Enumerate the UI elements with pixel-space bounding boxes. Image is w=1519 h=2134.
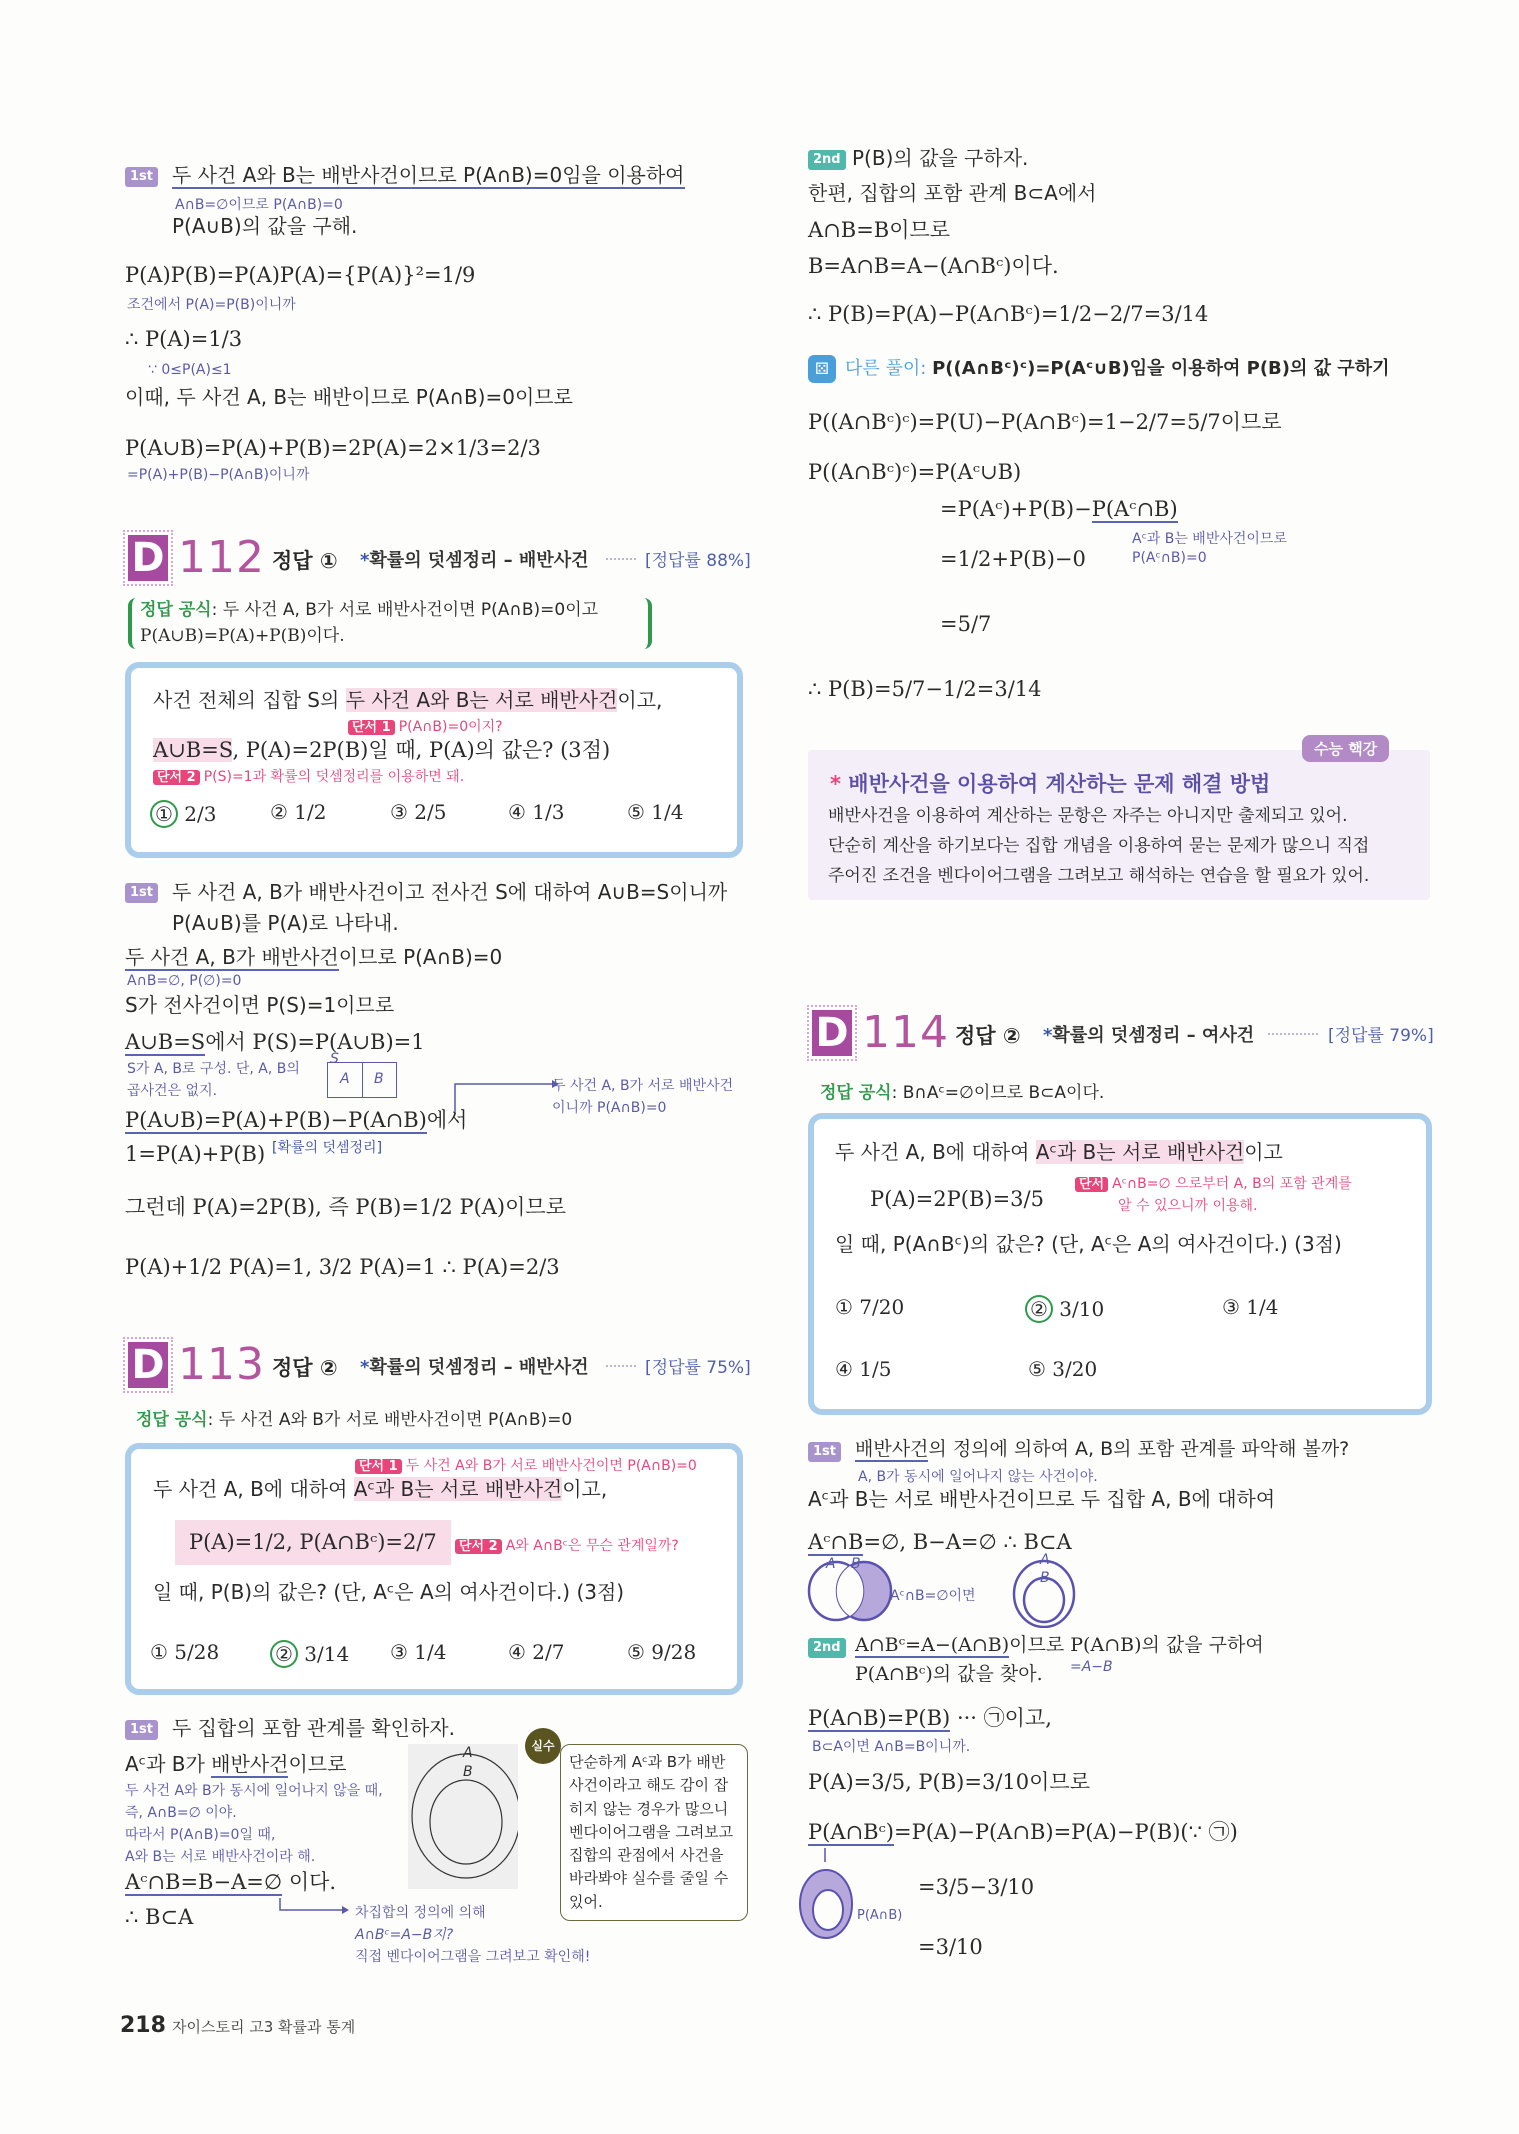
choice-2[interactable] (1025, 1295, 1104, 1323)
question-condition: P(A)=1/2, P(A∩Bᶜ)=2/7 (175, 1520, 451, 1565)
equation: ∴ P(B)=5/7−1/2=3/14 (808, 677, 1042, 701)
hint-text: P(A∩B)=0이지? (398, 719, 503, 735)
topic-label (1043, 1021, 1254, 1047)
equation (125, 1030, 425, 1055)
annotation: A와 B는 서로 배반사건이라 해. (125, 1849, 316, 1865)
answer-formula (128, 1405, 580, 1430)
alt-solution-title: P((A∩Bᶜ)ᶜ)=P(Aᶜ∪B)임을 이용하여 P(B)의 값 구하기 (932, 358, 1390, 379)
text-line: Aᶜ과 B는 서로 배반사건이므로 두 집합 A, B에 대하여 (808, 1487, 1276, 1511)
choice-number: ① (150, 800, 178, 828)
venn-label: B (463, 1764, 473, 1780)
equation: P(A∪B)=P(A)+P(B)=2P(A)=2×1/3=2/3 (125, 436, 541, 460)
equation: =3/10 (918, 1935, 983, 1959)
choice-number: ⑤ (627, 800, 645, 824)
annotation: 두 사건 A, B가 서로 배반사건 (552, 1078, 734, 1094)
hint-badge: 단서 (1075, 1177, 1108, 1192)
equation (808, 1820, 1238, 1845)
choice-number: ① (835, 1295, 853, 1319)
formula-label: 정답 공식 (820, 1083, 892, 1103)
choice-number: ④ (835, 1357, 853, 1381)
choice-number: ⑤ (627, 1640, 645, 1664)
underlined-text: 두 사건 A, B가 배반사건 (125, 945, 339, 969)
formula-label: 정답 공식 (140, 600, 212, 620)
question-text: 두 사건 A, B에 대하여 (153, 1477, 354, 1501)
step-badge-1st: 1st (125, 1720, 158, 1740)
equation-text: 이므로 P(A∩B)=0 (338, 945, 503, 969)
hint (1075, 1173, 1352, 1193)
question-line (153, 738, 610, 763)
hint (355, 1455, 697, 1475)
choice-number: ③ (1222, 1295, 1240, 1319)
correct-rate: [정답률 88%] (645, 551, 751, 571)
topic-label (360, 546, 589, 572)
page-number: 218 (120, 2013, 166, 2038)
choice-3[interactable] (390, 1640, 446, 1664)
annotation: P(Aᶜ∩B)=0 (1132, 550, 1207, 566)
choice-number: ① (150, 1640, 168, 1664)
equation: S가 전사건이면 P(S)=1이므로 (125, 993, 395, 1017)
star-icon: * (360, 550, 370, 571)
donut-diagram (798, 1848, 860, 1943)
hint-text: A와 A∩Bᶜ은 무슨 관계일까? (505, 1538, 679, 1554)
equation: P((A∩Bᶜ)ᶜ)=P(U)−P(A∩Bᶜ)=1−2/7=5/7이므로 (808, 410, 1282, 434)
problem-number: 112 (178, 532, 265, 583)
hint-text: 두 사건 A와 B가 서로 배반사건이면 P(A∩B)=0 (405, 1458, 697, 1474)
problem-letter-badge: D (128, 535, 168, 581)
choice-number: ④ (508, 800, 526, 824)
annotation: 즉, A∩B=∅ 이야. (125, 1805, 237, 1821)
step-text: P(A∩Bᶜ)의 값을 찾아. (855, 1663, 1043, 1685)
equation: P((A∩Bᶜ)ᶜ)=P(Aᶜ∪B) (808, 460, 1022, 484)
equation: A∩B=B이므로 (808, 218, 951, 242)
step-text-line: 이므로 P(A∩B)의 값을 구하여 (1009, 1634, 1264, 1656)
annotation: 따라서 P(A∩B)=0일 때, (125, 1827, 276, 1843)
step-text-line: 두 사건 A와 B는 배반사건이므로 P(A∩B)=0임을 이용하여 (172, 163, 685, 187)
equation (125, 945, 502, 969)
venn-label: B (1040, 1570, 1050, 1586)
annotation: B⊂A이면 A∩B=B이니까. (812, 1739, 971, 1755)
dice-icon: ⚄ (808, 355, 836, 383)
step-text (855, 1438, 1349, 1461)
hint (153, 766, 464, 786)
tip-line: 배반사건을 이용하여 계산하는 문항은 자주는 아니지만 출제되고 있어. (828, 806, 1348, 826)
question-line: 일 때, P(A∩Bᶜ)의 값은? (단, Aᶜ은 A의 여사건이다.) (3점) (835, 1232, 1342, 1256)
equation-text: 에서 P(S)=P(A∪B)=1 (205, 1030, 425, 1054)
answer-label: 정답 ② (955, 1024, 1021, 1048)
question-text: 두 사건 A, B에 대하여 (835, 1140, 1036, 1164)
hint (455, 1535, 679, 1555)
underlined-text: P(A∩Bᶜ) (808, 1820, 894, 1844)
underlined-text: A∩Bᶜ=A−(A∩B) (855, 1634, 1010, 1656)
question-text: , P(A)=2P(B)일 때, P(A)의 값은? (3점) (232, 738, 611, 762)
highlight-text: Aᶜ과 B는 서로 배반사건 (353, 1477, 563, 1501)
annotation: 곱사건은 없지. (127, 1083, 218, 1099)
problem-letter-badge: D (812, 1010, 852, 1056)
formula-text: : B∩Aᶜ=∅이므로 B⊂A이다. (891, 1083, 1105, 1103)
underlined-text: A∪B=S (125, 1030, 206, 1054)
mistake-tip: 단순하게 Aᶜ과 B가 배반사건이라고 해도 감이 잡히지 않는 경우가 많으니 벤다이어그램을 그려보고 집합의 관점에서 사건을 바라봐야 실수를 줄일 수 있어. (560, 1744, 748, 1921)
hint-text: P(S)=1과 확률의 덧셈정리를 이용하면 돼. (203, 769, 465, 785)
underlined-text: P(Aᶜ∩B) (1091, 497, 1178, 521)
equation: ∴ P(B)=P(A)−P(A∩Bᶜ)=1/2−2/7=3/14 (808, 302, 1209, 326)
annotation: ∵ 0≤P(A)≤1 (148, 362, 232, 378)
question-line: 일 때, P(B)의 값은? (단, Aᶜ은 A의 여사건이다.) (3점) (153, 1580, 625, 1604)
equation-text: 에서 (426, 1108, 468, 1132)
question-line (153, 688, 662, 712)
equation-text: =P(A)−P(A∩B)=P(A)−P(B)(∵ ㉠) (893, 1820, 1238, 1844)
choice-value: 1/4 (414, 1640, 447, 1664)
donut-label: P(A∩B) (857, 1908, 903, 1923)
venn-label: B (374, 1071, 384, 1087)
underlined-text: P(A∪B)=P(A)+P(B)−P(A∩B) (125, 1108, 427, 1132)
choice-number: ④ (508, 1640, 526, 1664)
equation: P(A)=3/5, P(B)=3/10이므로 (808, 1770, 1090, 1794)
question-line (153, 1477, 607, 1501)
step-badge-2nd: 2nd (808, 150, 846, 170)
highlight-text: Aᶜ과 B는 서로 배반사건 (1035, 1140, 1245, 1164)
question-text: 이고, (562, 1477, 608, 1501)
choice-5[interactable] (627, 800, 683, 824)
topic-label (360, 1353, 589, 1379)
step-badge-1st: 1st (125, 883, 158, 903)
choice-2[interactable] (270, 800, 326, 824)
annotation: A∩Bᶜ=A−B지? (355, 1927, 454, 1943)
alt-solution-label: 다른 풀이: (845, 358, 927, 379)
venn-label: A (826, 1556, 836, 1572)
problem-letter-badge: D (128, 1342, 168, 1388)
problem-number: 114 (862, 1007, 949, 1058)
choice-value: 1/4 (1246, 1295, 1279, 1319)
text: Aᶜ과 B가 (125, 1752, 212, 1776)
choice-value: 5/28 (174, 1640, 220, 1664)
topic-text: 확률의 덧셈정리 – 여사건 (1052, 1025, 1255, 1046)
equation: ∴ B⊂A (125, 1905, 194, 1929)
theorem-tag: [확률의 덧셈정리] (272, 1140, 383, 1156)
annotation: 조건에서 P(A)=P(B)이니까 (127, 297, 296, 313)
formula-text: : 두 사건 A, B가 서로 배반사건이면 P(A∩B)=0이고 (211, 600, 599, 620)
choice-value: 9/28 (651, 1640, 697, 1664)
equation: 그런데 P(A)=2P(B), 즉 P(B)=1/2 P(A)이므로 (125, 1195, 566, 1219)
choice-number: ③ (390, 1640, 408, 1664)
step-badge-1st: 1st (125, 167, 158, 187)
correct-rate: [정답률 75%] (645, 1358, 751, 1378)
annotation: A∩B=∅, P(∅)=0 (127, 973, 242, 989)
hint-text: Aᶜ∩B=∅ 으로부터 A, B의 포함 관계를 (1112, 1176, 1352, 1192)
annotation: Aᶜ∩B=∅이면 (890, 1588, 976, 1604)
alt-solution-heading (845, 358, 1389, 380)
choice-4[interactable] (508, 1640, 564, 1664)
annotation: A∩B=∅이므로 P(A∩B)=0 (175, 197, 343, 213)
annotation: S가 A, B로 구성. 단, A, B의 (127, 1061, 300, 1077)
star-icon: * (1043, 1025, 1053, 1046)
choice-5[interactable] (627, 1640, 696, 1664)
equation (125, 1108, 467, 1133)
choice-4[interactable] (508, 800, 564, 824)
equation: =3/5−3/10 (918, 1875, 1035, 1899)
underlined-text: 배반사건 (211, 1752, 289, 1776)
choice-number: ② (1025, 1295, 1053, 1323)
star-icon: * (830, 772, 841, 796)
underlined-text: P(A∩B)=P(B) (808, 1706, 951, 1730)
choice-number: ⑤ (1028, 1357, 1046, 1381)
answer-formula (128, 598, 652, 649)
step-text (855, 1634, 1264, 1657)
equation: =1/2+P(B)−0 (940, 547, 1086, 571)
topic-text: 확률의 덧셈정리 – 배반사건 (369, 1357, 589, 1378)
text-line: 한편, 집합의 포함 관계 B⊂A에서 (808, 181, 1097, 205)
underlined-text: Aᶜ∩B (808, 1530, 864, 1554)
formula-text: : 두 사건 A와 B가 서로 배반사건이면 P(A∩B)=0 (207, 1410, 573, 1430)
highlight-text: A∪B=S (153, 738, 233, 762)
choice-value: 1/5 (859, 1357, 892, 1381)
annotation: 두 사건 A와 B가 동시에 일어나지 않을 때, (125, 1783, 383, 1799)
equation-text: 이다. (282, 1870, 337, 1894)
venn-label: A (1040, 1552, 1050, 1568)
hint (348, 716, 503, 736)
highlight-text: 두 사건 A와 B는 서로 배반사건 (345, 688, 618, 712)
choice-value: 1/3 (532, 800, 565, 824)
choice-value: 2/7 (532, 1640, 565, 1664)
venn-label: S (330, 1051, 339, 1067)
question-text: 이고 (1244, 1140, 1283, 1164)
question-condition: P(A)=2P(B)=3/5 (870, 1187, 1044, 1211)
step-text: 두 집합의 포함 관계를 확인하자. (172, 1716, 455, 1740)
star-icon: * (360, 1357, 370, 1378)
answer-label: 정답 ② (272, 1356, 338, 1380)
topic-text: 확률의 덧셈정리 – 배반사건 (369, 550, 589, 571)
choice-value: 1/2 (294, 800, 327, 824)
choice-1[interactable] (150, 1640, 219, 1664)
answer-formula (812, 1078, 1112, 1103)
tip-badge: 수능 핵강 (1302, 735, 1389, 762)
step-badge-1st: 1st (808, 1442, 841, 1462)
mistake-badge-icon: 실수 (525, 1728, 561, 1764)
leader-dots (606, 558, 636, 560)
question-line (835, 1140, 1283, 1164)
choice-1[interactable] (150, 800, 216, 828)
choice-value: 7/20 (859, 1295, 905, 1319)
equation (125, 1870, 336, 1895)
choice-2[interactable] (270, 1640, 349, 1668)
step-text: P(A∪B)를 P(A)로 나타내. (172, 911, 399, 935)
text-line (125, 1752, 346, 1776)
annotation: 차집합의 정의에 의해 (355, 1905, 486, 1921)
equation: P(A)P(B)=P(A)P(A)={P(A)}²=1/9 (125, 263, 476, 287)
step-text: P(A∪B)의 값을 구해. (172, 214, 358, 238)
book-title: 자이스토리 고3 확률과 통계 (172, 2018, 356, 2036)
annotation: A, B가 동시에 일어나지 않는 사건이야. (858, 1469, 1098, 1485)
venn-label: A (463, 1745, 473, 1761)
correct-rate: [정답률 79%] (1328, 1026, 1434, 1046)
problem-number: 113 (178, 1339, 265, 1390)
step-text-line: 의 정의에 의하여 A, B의 포함 관계를 파악해 볼까? (928, 1438, 1350, 1460)
formula-label: 정답 공식 (136, 1410, 208, 1430)
leader-dots (606, 1365, 636, 1367)
text-line: 이때, 두 사건 A, B는 배반이므로 P(A∩B)=0이므로 (125, 385, 573, 409)
step-badge-2nd: 2nd (808, 1638, 846, 1658)
question-text: 이고, (617, 688, 663, 712)
arrow-connector (270, 1898, 350, 1922)
choice-value: 3/10 (1059, 1297, 1105, 1321)
choice-number: ② (270, 800, 288, 824)
equation-text: =P(Aᶜ)+P(B)− (940, 497, 1092, 521)
equation: P(A)+1/2 P(A)=1, 3/2 P(A)=1 ∴ P(A)=2/3 (125, 1255, 560, 1279)
tip-line: 단순히 계산을 하기보다는 집합 개념을 이용하여 묻는 문제가 많으니 직접 (828, 836, 1370, 856)
equation (940, 497, 1178, 522)
venn-label: B (851, 1556, 861, 1572)
equation (808, 1706, 1052, 1731)
choice-value: 2/3 (184, 802, 217, 826)
annotation: 이니까 P(A∩B)=0 (552, 1100, 667, 1116)
choice-3[interactable] (1222, 1295, 1278, 1319)
question-text: 사건 전체의 집합 S의 (153, 688, 346, 712)
venn-label: A (340, 1071, 350, 1087)
hint-text: 알 수 있으니까 이용해. (1118, 1198, 1258, 1214)
annotation: =A−B (1070, 1659, 1113, 1675)
equation: =5/7 (940, 612, 992, 636)
text: 이므로 (288, 1752, 347, 1776)
equation: 1=P(A)+P(B) (125, 1142, 266, 1166)
hint-badge: 단서 2 (455, 1539, 502, 1554)
choice-value: 1/4 (651, 800, 684, 824)
equation (808, 1530, 1072, 1555)
hint-badge: 단서 1 (348, 720, 395, 735)
annotation: 직접 벤다이어그램을 그려보고 확인해! (355, 1949, 591, 1965)
annotation: Aᶜ과 B는 배반사건이므로 (1132, 531, 1287, 547)
hint-badge: 단서 1 (355, 1459, 402, 1474)
choice-4[interactable] (835, 1357, 891, 1381)
step-text: P(B)의 값을 구하자. (852, 146, 1029, 170)
answer-label: 정답 ① (272, 549, 338, 573)
step-text: 두 사건 A, B가 배반사건이고 전사건 S에 대하여 A∪B=S이니까 (172, 880, 728, 904)
choice-1[interactable] (835, 1295, 904, 1319)
choice-number: ② (270, 1640, 298, 1668)
underlined-text: 배반사건 (855, 1438, 929, 1460)
tip-title-text: 배반사건을 이용하여 계산하는 문제 해결 방법 (848, 772, 1271, 796)
tip-line: 주어진 조건을 벤다이어그램을 그려보고 해석하는 연습을 할 필요가 있어. (828, 866, 1370, 886)
equation: B=A∩B=A−(A∩Bᶜ)이다. (808, 254, 1059, 278)
step-text (172, 163, 685, 187)
choice-value: 3/14 (304, 1642, 350, 1666)
equation-text: ··· ㉠이고, (950, 1706, 1052, 1730)
annotation: =P(A)+P(B)−P(A∩B)이니까 (127, 467, 310, 483)
tip-title (830, 768, 1270, 798)
formula-text: P(A∪B)=P(A)+P(B)이다. (140, 625, 345, 646)
leader-dots (1268, 1033, 1318, 1035)
equation-text: =∅, B−A=∅ ∴ B⊂A (863, 1530, 1072, 1554)
hint-badge: 단서 2 (153, 770, 200, 785)
choice-5[interactable] (1028, 1357, 1097, 1381)
underlined-text: Aᶜ∩B=B−A=∅ (125, 1870, 283, 1894)
choice-value: 2/5 (414, 800, 447, 824)
choice-3[interactable] (390, 800, 446, 824)
choice-number: ③ (390, 800, 408, 824)
equation: ∴ P(A)=1/3 (125, 327, 243, 351)
choice-value: 3/20 (1052, 1357, 1098, 1381)
